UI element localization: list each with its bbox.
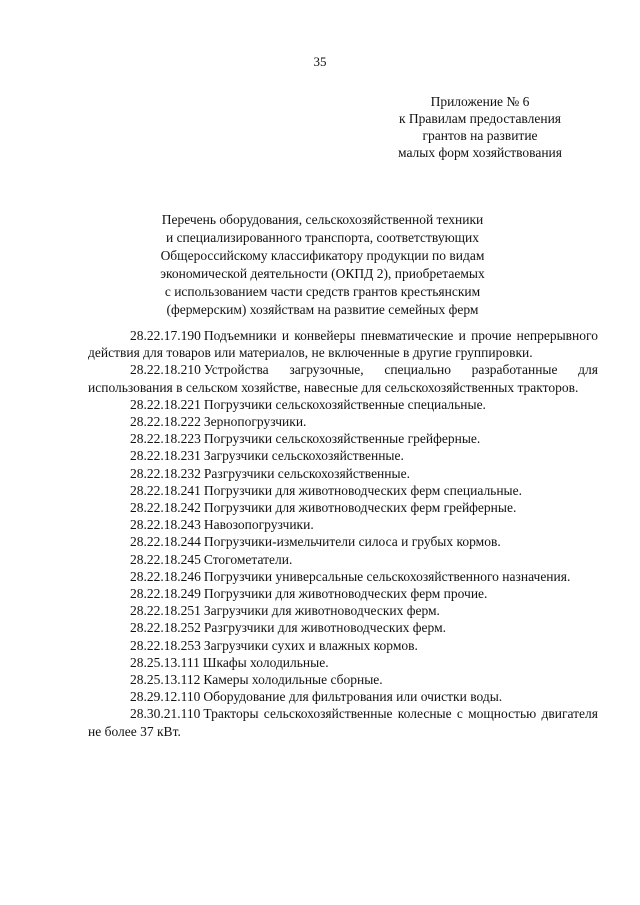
list-item xyxy=(88,413,598,430)
item-text: Устройства загрузочные, специально разработанные для использования в сельском хозяйстве, навесные для сельскохозяйственных тракторов. xyxy=(88,362,598,395)
okpd-code: 28.29.12.110 xyxy=(130,689,201,705)
okpd-code: 28.22.18.243 xyxy=(130,517,201,533)
okpd-code: 28.22.18.245 xyxy=(130,551,201,567)
item-text: Зернопогрузчики. xyxy=(203,414,307,430)
okpd-code: 28.22.18.210 xyxy=(130,362,201,378)
list-item xyxy=(88,430,598,447)
list-item xyxy=(88,585,598,602)
item-text: Погрузчики для животноводческих ферм грейферные. xyxy=(203,500,517,516)
okpd-code: 28.25.13.112 xyxy=(130,672,201,688)
list-item xyxy=(88,482,598,499)
list-item xyxy=(88,637,598,654)
list-item xyxy=(88,551,598,568)
list-item xyxy=(88,516,598,533)
item-text: Погрузчики для животноводческих ферм специальные. xyxy=(203,482,522,498)
okpd-code: 28.22.18.222 xyxy=(130,414,201,430)
list-item xyxy=(88,654,598,671)
page-number: 35 xyxy=(313,54,327,69)
list-item xyxy=(88,533,598,550)
okpd-code: 28.22.18.244 xyxy=(130,534,201,550)
item-text: Шкафы холодильные. xyxy=(202,654,329,670)
item-text: Разгрузчики для животноводческих ферм. xyxy=(203,620,447,636)
item-text: Камеры холодильные сборные. xyxy=(203,672,383,688)
okpd-code: 28.25.13.111 xyxy=(130,654,200,670)
item-text: Загрузчики сухих и влажных кормов. xyxy=(203,637,418,653)
title-line: экономической деятельности (ОКПД 2), приобретаемых xyxy=(160,266,485,281)
document-title xyxy=(130,211,515,319)
okpd-code: 28.22.18.251 xyxy=(130,603,201,619)
item-text: Погрузчики сельскохозяйственные специальные. xyxy=(203,396,486,412)
okpd-code: 28.22.18.252 xyxy=(130,620,201,636)
okpd-code: 28.22.18.223 xyxy=(130,431,201,447)
okpd-code: 28.22.18.246 xyxy=(130,568,201,584)
okpd-code: 28.22.18.231 xyxy=(130,448,201,464)
list-item xyxy=(88,361,598,395)
list-item xyxy=(88,568,598,585)
item-text: Погрузчики-измельчители силоса и грубых кормов. xyxy=(203,534,501,550)
title-line: Общероссийскому классификатору продукции по видам xyxy=(160,248,485,263)
item-text: Подъемники и конвейеры пневматические и прочие непрерывного действия для товаров или материалов, не включенные в другие группировки. xyxy=(88,328,598,361)
equipment-list xyxy=(88,327,598,740)
annex-line: к Правилам предоставления xyxy=(398,111,562,126)
okpd-code: 28.22.18.242 xyxy=(130,500,201,516)
title-line: Перечень оборудования, сельскохозяйственной техники xyxy=(161,212,484,227)
list-item xyxy=(88,447,598,464)
okpd-code: 28.22.18.253 xyxy=(130,637,201,653)
list-item xyxy=(88,465,598,482)
item-text: Навозопогрузчики. xyxy=(203,517,314,533)
annex-line: Приложение № 6 xyxy=(430,94,530,109)
item-text: Тракторы сельскохозяйственные колесные с мощностью двигателя не более 37 кВт. xyxy=(88,706,598,739)
list-item xyxy=(88,602,598,619)
item-text: Разгрузчики сельскохозяйственные. xyxy=(203,465,410,481)
item-text: Погрузчики универсальные сельскохозяйственного назначения. xyxy=(203,568,571,584)
title-line: (фермерским) хозяйствам на развитие семейных ферм xyxy=(166,302,479,317)
okpd-code: 28.22.18.221 xyxy=(130,396,201,412)
list-item xyxy=(88,327,598,361)
item-text: Погрузчики для животноводческих ферм прочие. xyxy=(203,586,488,602)
okpd-code: 28.22.17.190 xyxy=(130,328,201,343)
list-item xyxy=(88,671,598,688)
annex-header xyxy=(380,93,580,161)
okpd-code: 28.30.21.110 xyxy=(130,706,201,722)
item-text: Оборудование для фильтрования или очистки воды. xyxy=(203,689,503,705)
list-item xyxy=(88,619,598,636)
item-text: Загрузчики для животноводческих ферм. xyxy=(203,603,440,619)
title-line: и специализированного транспорта, соответствующих xyxy=(165,230,480,245)
list-item xyxy=(88,396,598,413)
annex-line: грантов на развитие xyxy=(422,128,538,143)
okpd-code: 28.22.18.232 xyxy=(130,465,201,481)
item-text: Загрузчики сельскохозяйственные. xyxy=(203,448,404,464)
list-item xyxy=(88,499,598,516)
okpd-code: 28.22.18.249 xyxy=(130,586,201,602)
okpd-code: 28.22.18.241 xyxy=(130,482,201,498)
item-text: Стогометатели. xyxy=(203,551,293,567)
title-line: с использованием части средств грантов крестьянским xyxy=(164,284,481,299)
item-text: Погрузчики сельскохозяйственные грейферные. xyxy=(203,431,481,447)
annex-line: малых форм хозяйствования xyxy=(398,145,562,160)
list-item xyxy=(88,705,598,739)
list-item xyxy=(88,688,598,705)
